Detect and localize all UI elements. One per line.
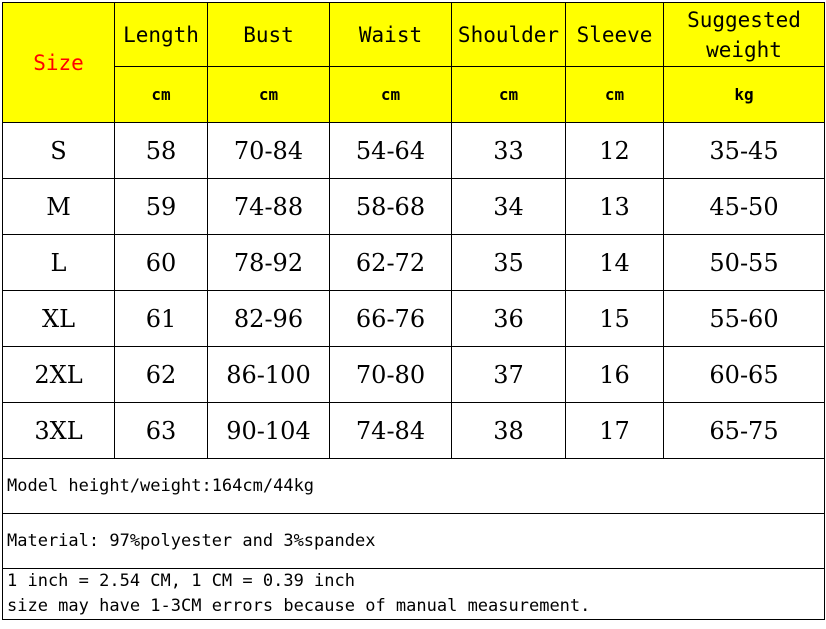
measurement-note-row <box>3 569 825 620</box>
waist-cell: 70-80 <box>330 347 452 403</box>
waist-unit: cm <box>330 67 452 123</box>
size-cell: S <box>3 123 115 179</box>
weight-cell: 55-60 <box>664 291 825 347</box>
measurement-note <box>3 569 825 620</box>
weight-cell: 50-55 <box>664 235 825 291</box>
bust-cell: 74-88 <box>208 179 330 235</box>
shoulder-cell: 38 <box>452 403 566 459</box>
sleeve-cell: 14 <box>566 235 664 291</box>
length-unit: cm <box>115 67 208 123</box>
bust-cell: 90-104 <box>208 403 330 459</box>
bust-cell: 78-92 <box>208 235 330 291</box>
size-cell: 3XL <box>3 403 115 459</box>
size-header: Size <box>3 3 115 123</box>
table-row <box>3 235 825 291</box>
length-cell: 59 <box>115 179 208 235</box>
table-row <box>3 123 825 179</box>
weight-cell: 60-65 <box>664 347 825 403</box>
size-cell: M <box>3 179 115 235</box>
length-cell: 60 <box>115 235 208 291</box>
size-cell: XL <box>3 291 115 347</box>
bust-cell: 86-100 <box>208 347 330 403</box>
material-note: Material: 97%polyester and 3%spandex <box>3 514 825 569</box>
sleeve-cell: 17 <box>566 403 664 459</box>
suggested-weight-line1: Suggested <box>687 7 801 32</box>
conversion-note: 1 inch = 2.54 CM, 1 CM = 0.39 inch <box>7 571 355 591</box>
shoulder-cell: 35 <box>452 235 566 291</box>
size-cell: 2XL <box>3 347 115 403</box>
suggested-weight-line2: weight <box>706 37 782 62</box>
length-header: Length <box>115 3 208 67</box>
sleeve-cell: 16 <box>566 347 664 403</box>
sleeve-cell: 13 <box>566 179 664 235</box>
bust-unit: cm <box>208 67 330 123</box>
material-note-row <box>3 514 825 569</box>
waist-header: Waist <box>330 3 452 67</box>
error-note: size may have 1-3CM errors because of manual measurement. <box>7 596 591 616</box>
table-row <box>3 403 825 459</box>
unit-row <box>3 67 825 123</box>
length-cell: 61 <box>115 291 208 347</box>
bust-header: Bust <box>208 3 330 67</box>
size-chart <box>2 2 824 627</box>
waist-cell: 74-84 <box>330 403 452 459</box>
weight-cell: 65-75 <box>664 403 825 459</box>
shoulder-cell: 36 <box>452 291 566 347</box>
length-cell: 62 <box>115 347 208 403</box>
bust-cell: 70-84 <box>208 123 330 179</box>
sleeve-cell: 15 <box>566 291 664 347</box>
shoulder-unit: cm <box>452 67 566 123</box>
model-note-row <box>3 459 825 514</box>
table-row <box>3 291 825 347</box>
sleeve-header: Sleeve <box>566 3 664 67</box>
waist-cell: 66-76 <box>330 291 452 347</box>
size-chart-table <box>2 2 825 620</box>
suggested-weight-header <box>664 3 825 67</box>
shoulder-cell: 34 <box>452 179 566 235</box>
waist-cell: 62-72 <box>330 235 452 291</box>
sleeve-cell: 12 <box>566 123 664 179</box>
waist-cell: 58-68 <box>330 179 452 235</box>
header-row <box>3 3 825 67</box>
model-note: Model height/weight:164cm/44kg <box>3 459 825 514</box>
bust-cell: 82-96 <box>208 291 330 347</box>
shoulder-cell: 33 <box>452 123 566 179</box>
length-cell: 58 <box>115 123 208 179</box>
length-cell: 63 <box>115 403 208 459</box>
table-row <box>3 179 825 235</box>
table-row <box>3 347 825 403</box>
size-cell: L <box>3 235 115 291</box>
weight-cell: 35-45 <box>664 123 825 179</box>
shoulder-header: Shoulder <box>452 3 566 67</box>
sleeve-unit: cm <box>566 67 664 123</box>
weight-cell: 45-50 <box>664 179 825 235</box>
waist-cell: 54-64 <box>330 123 452 179</box>
shoulder-cell: 37 <box>452 347 566 403</box>
weight-unit: kg <box>664 67 825 123</box>
